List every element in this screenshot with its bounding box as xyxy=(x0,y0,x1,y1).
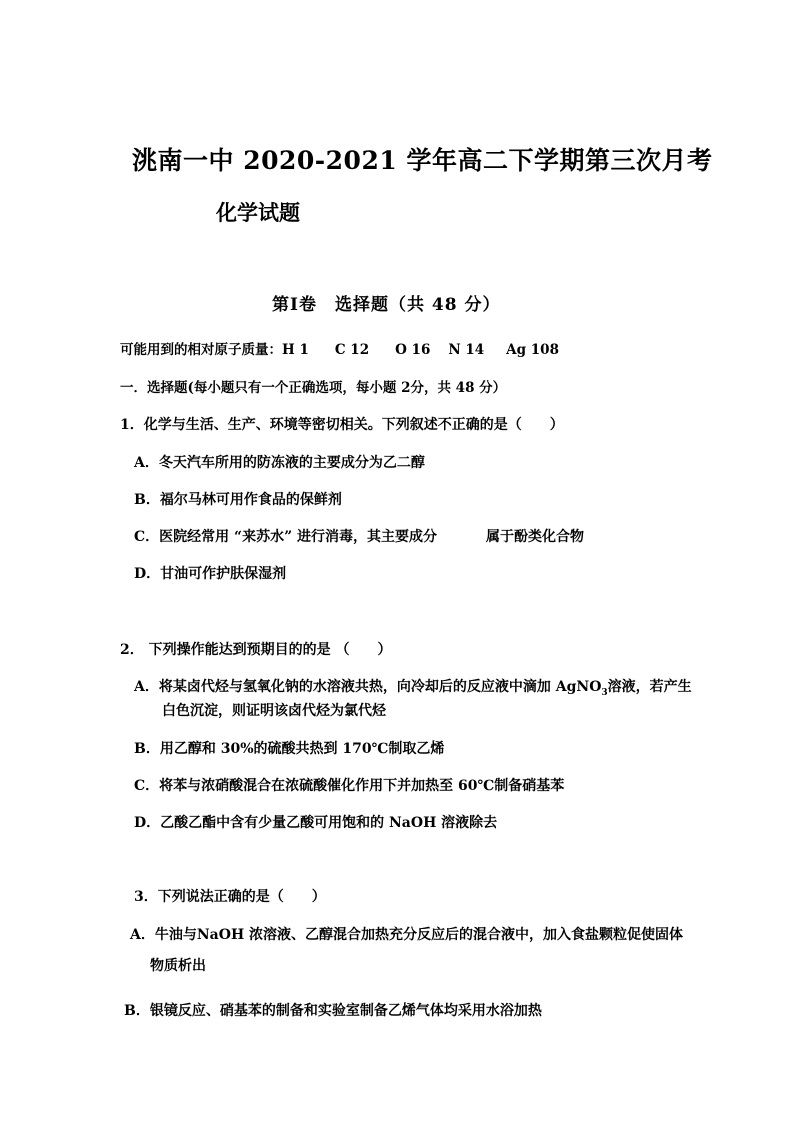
option-label: D． xyxy=(134,566,161,582)
option-text: 银镜反应、硝基苯的制备和实验室制备乙烯气体均采用水浴加热 xyxy=(149,1003,542,1019)
atomic-mass-c: C 12 xyxy=(334,342,370,358)
question-3-option-a xyxy=(130,924,683,944)
option-text: 医院经常用 “来苏水” 进行消毒，其主要成分 xyxy=(159,529,438,545)
option-label: C． xyxy=(134,778,160,794)
question-2-option-d xyxy=(134,812,497,832)
option-label: B． xyxy=(134,492,160,508)
part-heading: 一．选择题(每小题只有一个正确选项，每小题 2分，共 48 分） xyxy=(120,380,507,396)
option-label: D． xyxy=(134,815,161,831)
question-2-option-c xyxy=(134,775,564,795)
option-text: 将某卤代烃与氢氧化钠的水溶液共热，向冷却后的反应液中滴加 AgNO xyxy=(158,679,602,695)
option-label: B． xyxy=(124,1003,150,1019)
option-text: 福尔马林可用作食品的保鲜剂 xyxy=(159,492,342,508)
question-2-option-b xyxy=(134,738,444,758)
atomic-masses-line xyxy=(120,338,559,358)
option-text: 乙酸乙酯中含有少量乙酸可用饱和的 NaOH 溶液除去 xyxy=(160,815,498,831)
exam-subtitle: 化学试题 xyxy=(216,200,300,225)
option-label: A． xyxy=(130,927,155,943)
subscript-3: 3 xyxy=(601,687,608,698)
atomic-mass-ag: Ag 108 xyxy=(506,342,559,358)
question-3-option-a-line2: 物质析出 xyxy=(150,958,206,974)
option-label: C． xyxy=(134,529,160,545)
question-2-option-a xyxy=(134,676,692,698)
question-1-option-b xyxy=(134,489,342,509)
option-label: A． xyxy=(134,455,159,471)
exam-title: 洮南一中 2020-2021 学年高二下学期第三次月考 xyxy=(132,146,713,175)
atomic-mass-n: N 14 xyxy=(448,342,485,358)
option-text: 用乙醇和 30%的硫酸共热到 170℃制取乙烯 xyxy=(159,741,445,757)
question-3-option-b xyxy=(124,1000,542,1020)
question-2-option-a-line2: 白色沉淀，则证明该卤代烃为氯代烃 xyxy=(162,703,386,719)
option-text: 冬天汽车所用的防冻液的主要成分为乙二醇 xyxy=(158,455,425,471)
question-2-stem: 2． 下列操作能达到预期目的的是 （ ） xyxy=(120,642,392,658)
question-1-option-c xyxy=(134,526,437,546)
atomic-masses-label: 可能用到的相对原子质量： xyxy=(120,342,282,358)
option-text: 将苯与浓硝酸混合在浓硫酸催化作用下并加热至 60℃制备硝基苯 xyxy=(159,778,565,794)
question-1-option-a xyxy=(134,452,425,472)
section-title: 第Ⅰ卷 选择题（共 48 分） xyxy=(272,295,501,315)
option-label: A． xyxy=(134,679,159,695)
atomic-mass-o: O 16 xyxy=(395,342,431,358)
option-text: 牛油与NaOH 浓溶液、乙醇混合加热充分反应后的混合液中，加入食盐颗粒促使固体 xyxy=(154,927,684,943)
atomic-mass-h: H 1 xyxy=(282,342,309,358)
option-label: B． xyxy=(134,741,160,757)
option-text: 甘油可作护肤保湿剂 xyxy=(160,566,287,582)
question-1-option-c-continued: 属于酚类化合物 xyxy=(486,529,584,545)
question-1-stem: 1．化学与生活、生产、环境等密切相关。下列叙述不正确的是（ ） xyxy=(120,417,564,433)
question-1-option-d xyxy=(134,563,286,583)
question-3-stem: 3．下列说法正确的是（ ） xyxy=(134,889,326,905)
option-text-end: 溶液，若产生 xyxy=(607,679,692,695)
